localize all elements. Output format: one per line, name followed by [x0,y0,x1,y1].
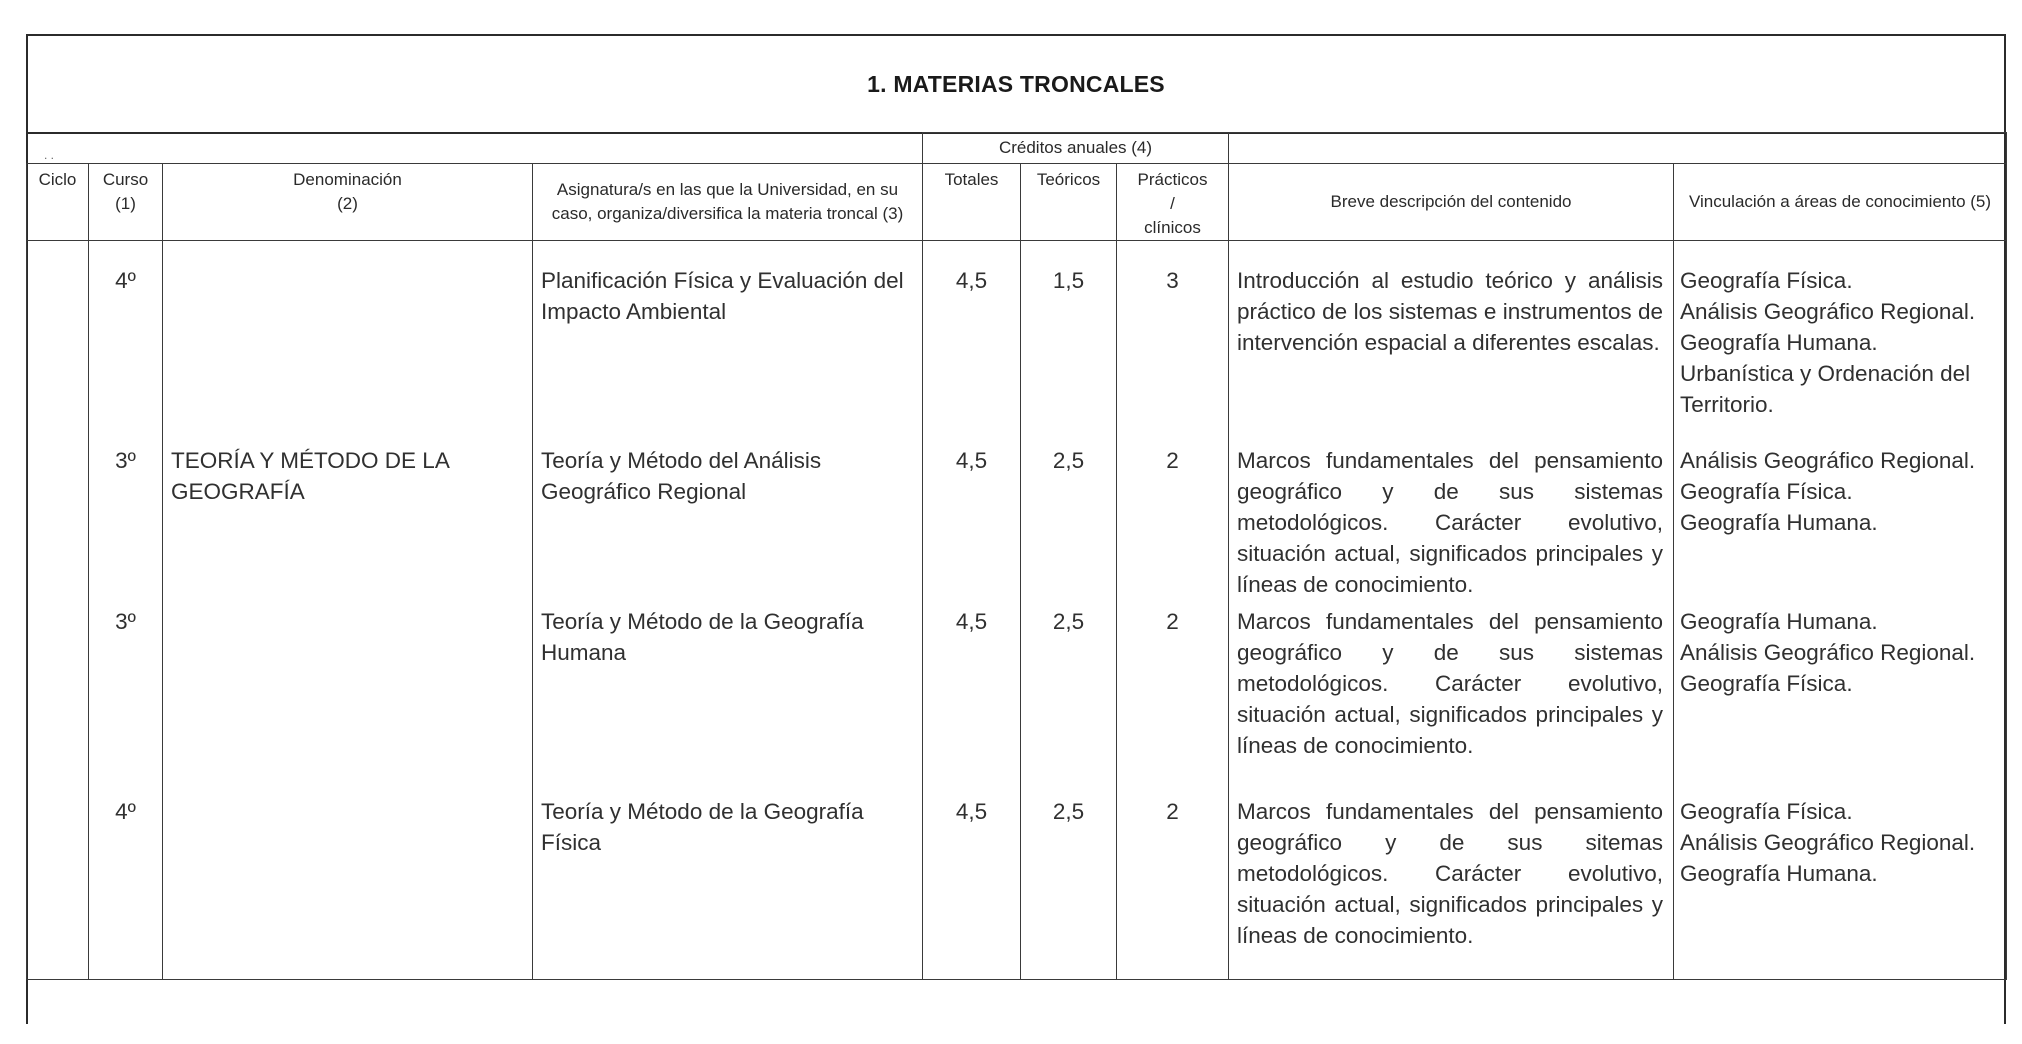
descripcion-cell: Marcos fundamentales del pensamiento geográfico y de sus sistemas metodológicos. Carácter evolutivo, situación actual, significados principales y líneas de conocimiento. [1229,600,1674,790]
col-descripcion: Breve descripción del contenido [1229,164,1674,241]
page-title: 1. MATERIAS TRONCALES [28,36,2004,134]
col-practicos: Prácticos / clínicos [1117,164,1229,241]
col-ciclo: Ciclo [27,164,89,241]
col-denominacion: Denominación (2) [163,164,533,241]
area-item: Geografía Física. [1680,670,1853,696]
creditos-group-header: Créditos anuales (4) [923,133,1229,164]
header-blank [27,133,923,164]
area-item: Geografía Física. [1680,268,1853,293]
denominacion-cell [163,241,533,980]
area-item: Urbanística y Ordenación del Territorio. [1680,361,1971,417]
header-blank-right [1229,133,2007,164]
denominacion-value: TEORÍA Y MÉTODO DE LA GEOGRAFÍA [171,448,449,504]
areas-cell [1674,790,2007,980]
ciclo-cell [27,241,89,980]
area-item: Análisis Geográfico Regional. [1680,299,1976,324]
asignatura-cell: Teoría y Método de la Geografía Física [533,790,923,980]
teoricos-cell: 1,5 [1021,241,1117,439]
totales-cell: 4,5 [923,790,1021,980]
area-item: Análisis Geográfico Regional. [1680,639,1976,665]
curso-cell: 4º [89,241,163,439]
practicos-cell: 2 [1117,790,1229,980]
header-dots: . . [44,148,55,162]
descripcion-cell: Marcos fundamentales del pensamiento geográfico y de sus sistemas metodológicos. Carácter evolutivo, situación actual, significados principales y líneas de conocimiento. [1229,439,1674,600]
area-item: Geografía Humana. [1680,608,1878,634]
curso-cell: 4º [89,790,163,980]
teoricos-cell: 2,5 [1021,600,1117,790]
descripcion-cell: Introducción al estudio teórico y análisis práctico de los sistemas e instrumentos de intervención espacial a diferentes escalas. [1229,241,1674,439]
document-sheet [26,34,2006,1024]
totales-cell: 4,5 [923,439,1021,600]
teoricos-cell: 2,5 [1021,439,1117,600]
col-vinculacion: Vinculación a áreas de conocimiento (5) [1674,164,2007,241]
practicos-cell: 2 [1117,439,1229,600]
totales-cell: 4,5 [923,241,1021,439]
areas-cell [1674,600,2007,790]
area-item: Geografía Humana. [1680,860,1878,886]
asignatura-cell: Teoría y Método de la Geografía Humana [533,600,923,790]
col-totales: Totales [923,164,1021,241]
practicos-cell: 2 [1117,600,1229,790]
asignatura-cell: Planificación Física y Evaluación del Impacto Ambiental [533,241,923,439]
table-row [27,241,2007,439]
area-item: Análisis Geográfico Regional. [1680,829,1976,855]
area-item: Geografía Humana. [1680,509,1878,535]
area-item: Geografía Física. [1680,798,1853,824]
curso-cell: 3º [89,439,163,600]
col-teoricos: Teóricos [1021,164,1117,241]
area-item: Análisis Geográfico Regional. [1680,447,1976,473]
descripcion-cell: Marcos fundamentales del pensamiento geográfico y de sus sitemas metodológicos. Carácter evolutivo, situación actual, significados principales y líneas de conocimiento. [1229,790,1674,980]
asignatura-cell: Teoría y Método del Análisis Geográfico Regional [533,439,923,600]
areas-cell [1674,241,2007,439]
curso-cell: 3º [89,600,163,790]
area-item: Geografía Física. [1680,478,1853,504]
area-item: Geografía Humana. [1680,330,1878,355]
header-group-row [27,133,2007,164]
materias-table [26,132,2007,980]
practicos-cell: 3 [1117,241,1229,439]
col-curso: Curso (1) [89,164,163,241]
col-asignatura: Asignatura/s en las que la Universidad, en su caso, organiza/diversifica la materia troncal (3) [533,164,923,241]
header-row [27,164,2007,241]
teoricos-cell: 2,5 [1021,790,1117,980]
areas-cell [1674,439,2007,600]
totales-cell: 4,5 [923,600,1021,790]
